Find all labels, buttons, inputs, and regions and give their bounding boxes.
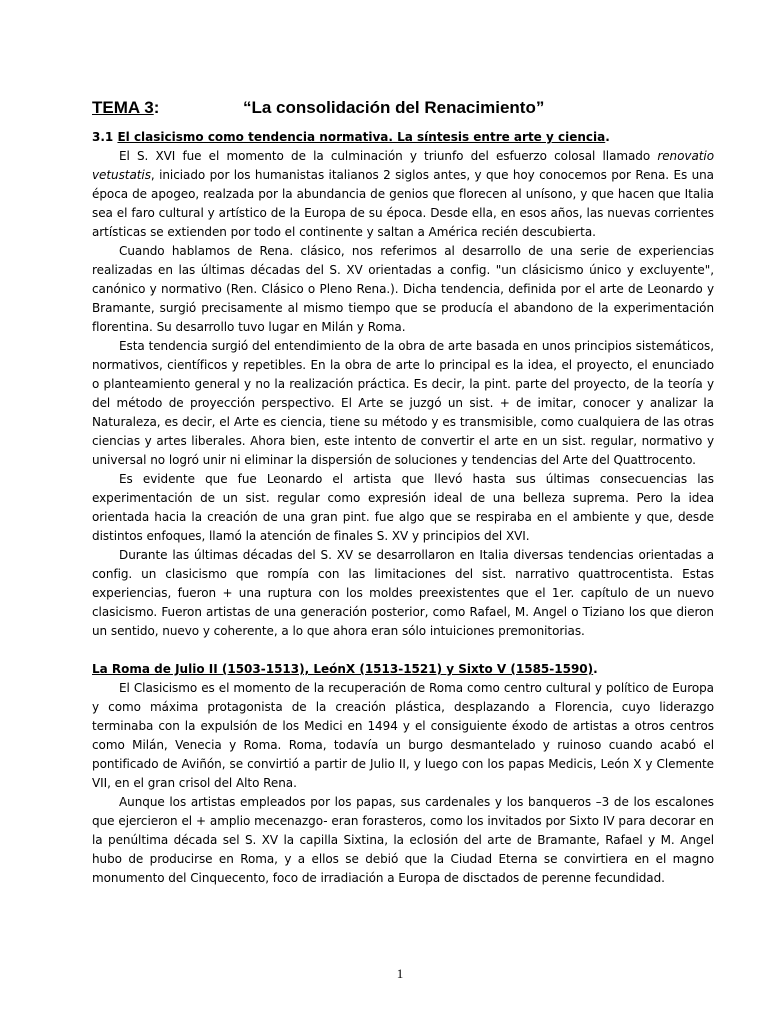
paragraph: Esta tendencia surgió del entendimiento de la obra de arte basada en unos principios sistemáticos, normativos, científicos y repetibles. En la obra de arte lo principal es la idea, el proyecto, el enunciado o planteamiento general y no la realización práctica. Es decir, la pint. parte del proyecto, de la teoría y del método de proyección perspectivo. El Arte se juzgó un sist. + de imitar, conocer y analizar la Naturaleza, es decir, el Arte es ciencia, tiene su método y es transmisible, como cualquiera de las otras ciencias y artes liberales. Ahora bien, este intento de convertir el arte en un sist. regular, normativo y universal no logró unir ni eliminar la dispersión de soluciones y tendencias del Arte del Quattrocento. <box>92 339 714 467</box>
paragraph: Aunque los artistas empleados por los papas, sus cardenales y los banqueros –3 de los escalones que ejercieron el + amplio mecenazgo- eran forasteros, como los invitados por Sixto IV para decorar en la penúltima década sel S. XV la capilla Sixtina, la eclosión del arte de Bramante, Rafael y M. Angel hubo de producirse en Roma, y a ellos se debió que la Ciudad Eterna se convirtiera en el magno monumento del Cinquecento, foco de irradiación a Europa de disctados de perenne fecundidad. <box>92 795 714 885</box>
paragraph: Durante las últimas décadas del S. XV se desarrollaron en Italia diversas tendencias orientadas a config. un clasicismo que rompía con las limitaciones del sist. narrativo quattrocentista. Estas experiencias, fueron + una ruptura con los moldes preexistentes que el 1er. capítulo de un nuevo clasicismo. Fueron artistas de una generación posterior, como Rafael, M. Angel o Tiziano los que dieron un sentido, nuevo y coherente, a lo que ahora eran sólo intuiciones premonitorias. <box>92 548 714 638</box>
paragraph: El S. XVI fue el momento de la culminación y triunfo del esfuerzo colosal llamado renovatio vetustatis, iniciado por los humanistas italianos 2 siglos antes, y que hoy conocemos por Rena. Es una época de apogeo, realzada por la abundancia de genios que florecen al unísono, y que hacen que Italia sea el faro cultural y artístico de la Europa de su época. Desde ella, en esos años, las nuevas corrientes artísticas se extienden por todo el continente y saltan a América recién descubierta. <box>92 149 714 239</box>
spacer <box>92 641 714 660</box>
paragraph: Es evidente que fue Leonardo el artista que llevó hasta sus últimas consecuencias las experimentación de un sist. regular como expresión ideal de una belleza suprema. Pero la idea orientada hacia la creación de una gran pint. fue algo que se respiraba en el ambiente y que, desde distintos enfoques, llamó la atención de finales S. XV y principios del XVI. <box>92 472 714 543</box>
section-heading-3-1: 3.1 El clasicismo como tendencia normativa. La síntesis entre arte y ciencia. <box>92 130 610 144</box>
document-title <box>92 96 714 120</box>
main-title: “La consolidación del Renacimiento” <box>243 98 545 117</box>
paragraph: El Clasicismo es el momento de la recuperación de Roma como centro cultural y político de Europa y como máxima protagonista de la creación plástica, desplazando a Florencia, cuyo liderazgo terminaba con la expulsión de los Medici en 1494 y el consiguiente éxodo de artistas a otros centros como Milán, Venecia y Roma. Roma, todavía un burgo desmantelado y ruinoso cuando acabó el pontificado de Aviñón, se convirtió a partir de Julio II, y luego con los papas Medicis, León X y Clemente VII, en el gran crisol del Alto Rena. <box>92 681 714 790</box>
section-heading-roma: La Roma de Julio II (1503-1513), LeónX (1513-1521) y Sixto V (1585-1590). <box>92 662 598 676</box>
tema-label: TEMA 3: <box>92 98 160 117</box>
paragraph: Cuando hablamos de Rena. clásico, nos referimos al desarrollo de una serie de experiencias realizadas en las últimas décadas del S. XV orientadas a config. "un clásicismo único y excluyente", canónico y normativo (Ren. Clásico o Pleno Rena.). Dicha tendencia, definida por el arte de Leonardo y Bramante, surgió precisamente al mismo tiempo que se producía el abandono de la experimentación florentina. Su desarrollo tuvo lugar en Milán y Roma. <box>92 244 714 334</box>
document-page <box>92 96 714 888</box>
page-number: 1 <box>396 966 404 981</box>
